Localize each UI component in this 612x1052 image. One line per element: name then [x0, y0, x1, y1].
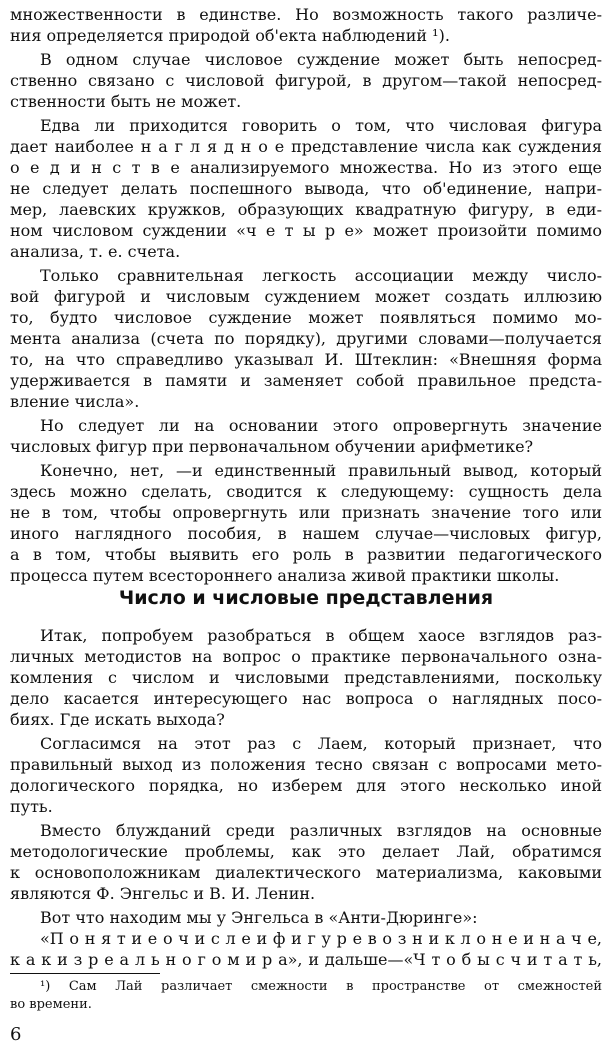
text-line: ственности быть не может.	[10, 92, 242, 111]
text-line: Только сравнительная легкость ассоциации между число-	[40, 266, 602, 285]
text-line: Но следует ли на основании этого опровергнуть значение	[40, 416, 602, 435]
text-line: не следует делать поспешного вывода, что об'единение, напри-	[10, 179, 602, 198]
text-line: мента анализа (счета по порядку), другими словами—получается	[10, 329, 602, 348]
text-line: правильный выход из положения тесно связан с вопросами мето-	[10, 755, 602, 774]
text-line: являются Ф. Энгельс и В. И. Ленин.	[10, 884, 316, 903]
text-line: удерживается в памяти и заменяет собой правильное предста-	[10, 371, 602, 390]
text-line: Вот что находим мы у Энгельса в «Анти-Дюринге»:	[40, 908, 478, 927]
text-line: дело касается интересующего нас вопроса о наглядных посо-	[10, 689, 602, 708]
text-line: иного наглядного пособия, в нашем случае—числовых фигур,	[10, 524, 602, 543]
text-line: ном числовом суждении «ч е т ы р е» может произойти помимо	[10, 221, 602, 240]
text-line: Согласимся на этот раз с Лаем, который признает, что	[40, 734, 602, 753]
text-line: биях. Где искать выхода?	[10, 710, 225, 729]
footnote-line: во времени.	[10, 997, 92, 1012]
text-line: числовых фигур при первоначальном обучении арифметике?	[10, 437, 534, 456]
text-line: путь.	[10, 797, 53, 816]
text-line: «П о н я т и е о ч и с л е и ф и г у р е в о з н и к л о н е и н а ч е,	[40, 929, 602, 948]
text-line: Вместо блужданий среди различных взглядов на основные	[40, 821, 602, 840]
text-line: то, будто числовое суждение может появляться помимо мо-	[10, 308, 602, 327]
text-line: а в том, чтобы выявить его роль в развитии педагогического	[10, 545, 602, 564]
text-line: Едва ли приходится говорить о том, что числовая фигура	[40, 116, 602, 135]
text-line: личных методистов на вопрос о практике первоначального озна-	[10, 647, 602, 666]
text-line: о е д и н с т в е анализируемого множества. Но из этого еще	[10, 158, 602, 177]
text-line: ния определяется природой об'екта наблюдений ¹).	[10, 26, 450, 45]
text-line: Итак, попробуем разобраться в общем хаосе взглядов раз-	[40, 626, 602, 645]
text-line: то, на что справедливо указывал И. Штеклин: «Внешняя форма	[10, 350, 602, 369]
text-line: анализа, т. е. счета.	[10, 242, 181, 261]
text-line: Конечно, нет, —и единственный правильный вывод, который	[40, 461, 602, 480]
page-number: 6	[10, 1024, 22, 1045]
text-line: здесь можно сделать, сводится к следующему: сущность дела	[10, 482, 602, 501]
text-line: вой фигурой и числовым суждением может создать иллюзию	[10, 287, 602, 306]
text-line: к а к и з р е а л ь н о г о м и р а», и дальше—«Ч т о б ы с ч и т а т ь,	[10, 950, 602, 969]
footnote-line: ¹) Сам Лай различает смежности в пространстве от смежностей	[40, 979, 602, 994]
text-line: к основоположникам диалектического материализма, каковыми	[10, 863, 602, 882]
text-line: мер, лаевских кружков, образующих квадратную фигуру, в еди-	[10, 200, 602, 219]
footnote-divider	[10, 973, 160, 974]
text-line: дологического порядка, но изберем для этого несколько иной	[10, 776, 602, 795]
text-line: ственно связано с числовой фигурой, в другом—такой непосред-	[10, 71, 602, 90]
text-line: не в том, чтобы опровергнуть или признать значение того или	[10, 503, 602, 522]
text-line: множественности в единстве. Но возможность такого различе-	[10, 5, 602, 24]
text-line: методологические проблемы, как это делает Лай, обратимся	[10, 842, 602, 861]
text-line: процесса путем всестороннего анализа живой практики школы.	[10, 566, 560, 585]
text-line: комления с числом и числовыми представлениями, поскольку	[10, 668, 602, 687]
text-line: вление числа».	[10, 392, 140, 411]
text-line: дает наиболее н а г л я д н о е представление числа как суждения	[10, 137, 602, 156]
text-line: В одном случае числовое суждение может быть непосред-	[40, 50, 602, 69]
section-heading: Число и числовые представления	[118, 587, 494, 609]
